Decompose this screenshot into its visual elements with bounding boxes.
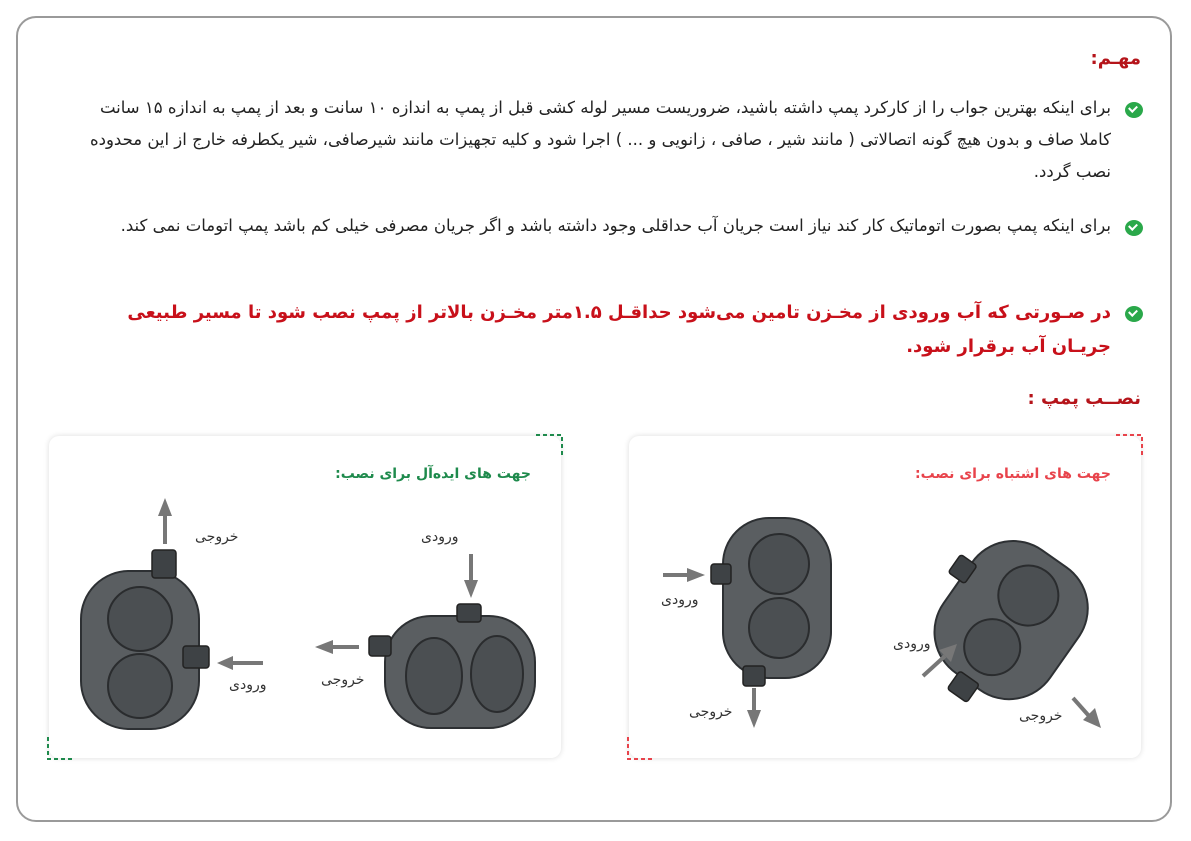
outlet-label: خروجی	[321, 672, 365, 688]
arrow-left-icon	[315, 640, 359, 654]
arrow-right-icon	[663, 568, 705, 582]
arrow-down-icon	[464, 554, 478, 598]
pump-upright	[711, 518, 831, 686]
bullet-text: در صـورتی که آب ورودی از مخـزن تامین می‌شود حداقـل ۱.۵متر مخـزن بالاتر از پمپ نصب شود تا مسیر طبیعی جریـان آب برقرار شود.	[127, 302, 1111, 357]
arrow-down-icon	[747, 688, 761, 728]
install-heading: نصــب پمپ :	[1027, 388, 1141, 409]
bullet-text: برای اینکه پمپ بصورت اتوماتیک کار کند نیاز است جریان آب حداقلی وجود داشته باشد و اگر جریان مصرفی خیلی کم باشد پمپ اتومات نمی کند.	[120, 216, 1111, 235]
pump-vertical	[81, 550, 209, 729]
wrong-orientations-panel	[629, 436, 1141, 758]
panel-title: جهت های اشتباه برای نصب:	[914, 466, 1111, 482]
bullet-item	[73, 92, 1143, 188]
outlet-label: خروجی	[689, 704, 733, 720]
inlet-label: ورودی	[229, 677, 267, 693]
inlet-label: ورودی	[893, 636, 931, 652]
outlet-label: خروجی	[1019, 708, 1063, 724]
panel-title: جهت های ایده‌آل برای نصب:	[335, 466, 531, 482]
check-icon	[1125, 306, 1143, 322]
bullet-text: برای اینکه بهترین جواب را از کارکرد پمپ داشته باشید، ضروریست مسیر لوله کشی قبل از پمپ به اندازه ۱۰ سانت و بعد از پمپ به اندازه ۱۵ سانت کاملا صاف و بدون هیچ گونه اتصالاتی ( مانند شیر ، صافی ، زانویی و ... ) اجرا شود و کلیه تجهیزات مانند شیرصافی، شیر یکطرفه خارج از این محدوده نصب گردد.	[89, 98, 1111, 181]
inlet-label: ورودی	[661, 592, 699, 608]
ideal-orientations-panel	[49, 436, 561, 758]
check-icon	[1125, 102, 1143, 118]
inlet-label: ورودی	[421, 529, 459, 545]
bullet-item-highlight	[73, 296, 1143, 364]
arrow-up-icon	[158, 498, 172, 544]
arrow-left-icon	[217, 656, 263, 670]
pump-horizontal	[369, 604, 535, 728]
check-icon	[1125, 220, 1143, 236]
ideal-pumps-illustration	[49, 436, 561, 758]
outlet-label: خروجی	[195, 529, 239, 545]
arrow-diagonal-out-icon	[1073, 698, 1101, 728]
important-heading: مهـم:	[1090, 48, 1141, 69]
bullet-item	[73, 210, 1143, 242]
